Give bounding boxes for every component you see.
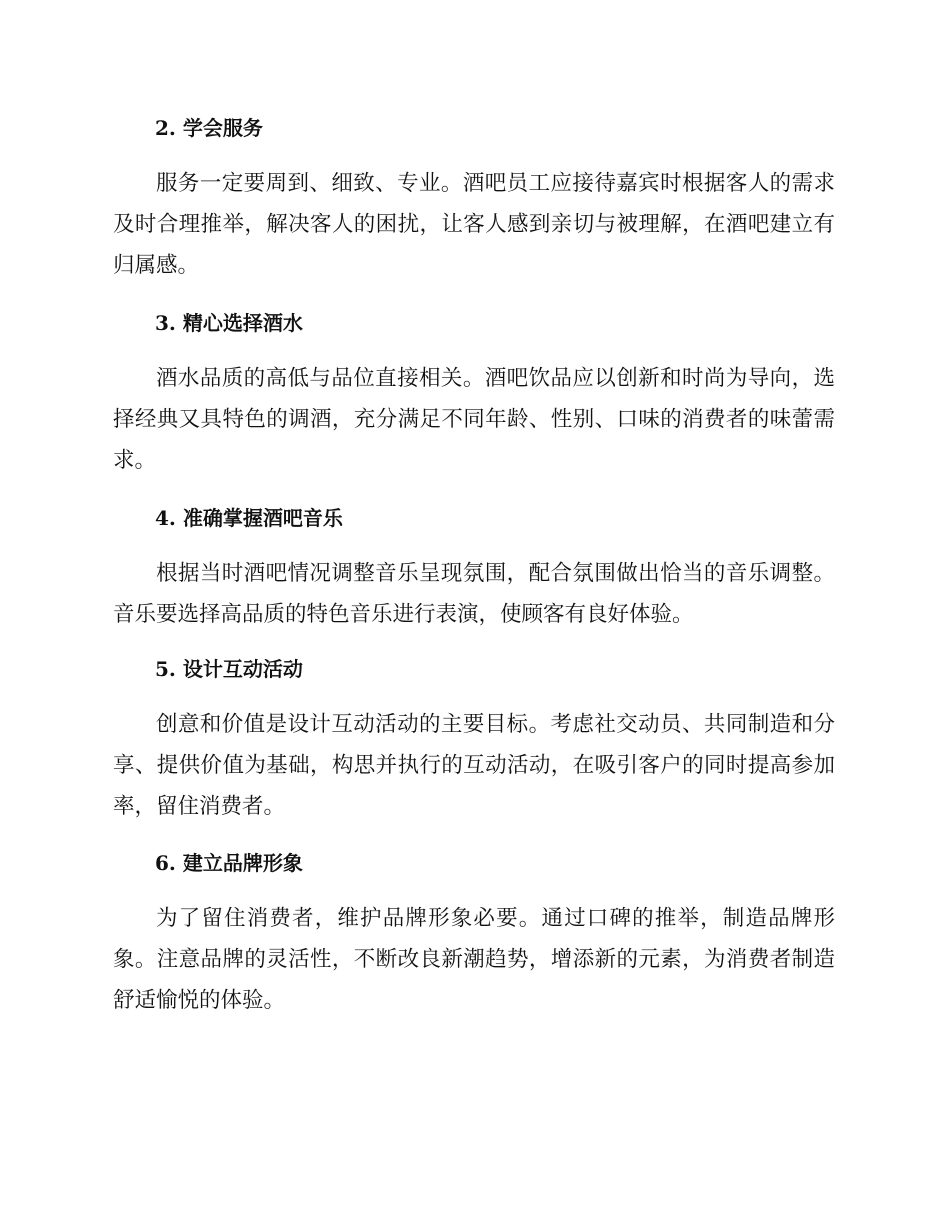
section-paragraph: 创意和价值是设计互动活动的主要目标。考虑社交动员、共同制造和分享、提供价值为基础，构思并执行的互动活动，在吸引客户的同时提高参加率，留住消费者。 xyxy=(113,712,835,819)
section-heading: 4. 准确掌握酒吧音乐 xyxy=(155,506,343,530)
section-heading: 2. 学会服务 xyxy=(155,116,263,140)
section-heading: 6. 建立品牌形象 xyxy=(155,851,303,875)
section-paragraph: 为了留住消费者，维护品牌形象必要。通过口碑的推举，制造品牌形象。注意品牌的灵活性，不断改良新潮趋势，增添新的元素，为消费者制造舒适愉悦的体验。 xyxy=(113,906,835,1013)
section-paragraph: 酒水品质的高低与品位直接相关。酒吧饮品应以创新和时尚为导向，选择经典又具特色的调酒，充分满足不同年龄、性别、口味的消费者的味蕾需求。 xyxy=(113,366,835,473)
section-heading: 3. 精心选择酒水 xyxy=(155,311,303,335)
section-paragraph: 根据当时酒吧情况调整音乐呈现氛围，配合氛围做出恰当的音乐调整。音乐要选择高品质的特色音乐进行表演，使顾客有良好体验。 xyxy=(113,561,835,627)
section-paragraph: 服务一定要周到、细致、专业。酒吧员工应接待嘉宾时根据客人的需求及时合理推举，解决客人的困扰，让客人感到亲切与被理解，在酒吧建立有归属感。 xyxy=(113,171,835,278)
section-heading: 5. 设计互动活动 xyxy=(155,657,303,681)
